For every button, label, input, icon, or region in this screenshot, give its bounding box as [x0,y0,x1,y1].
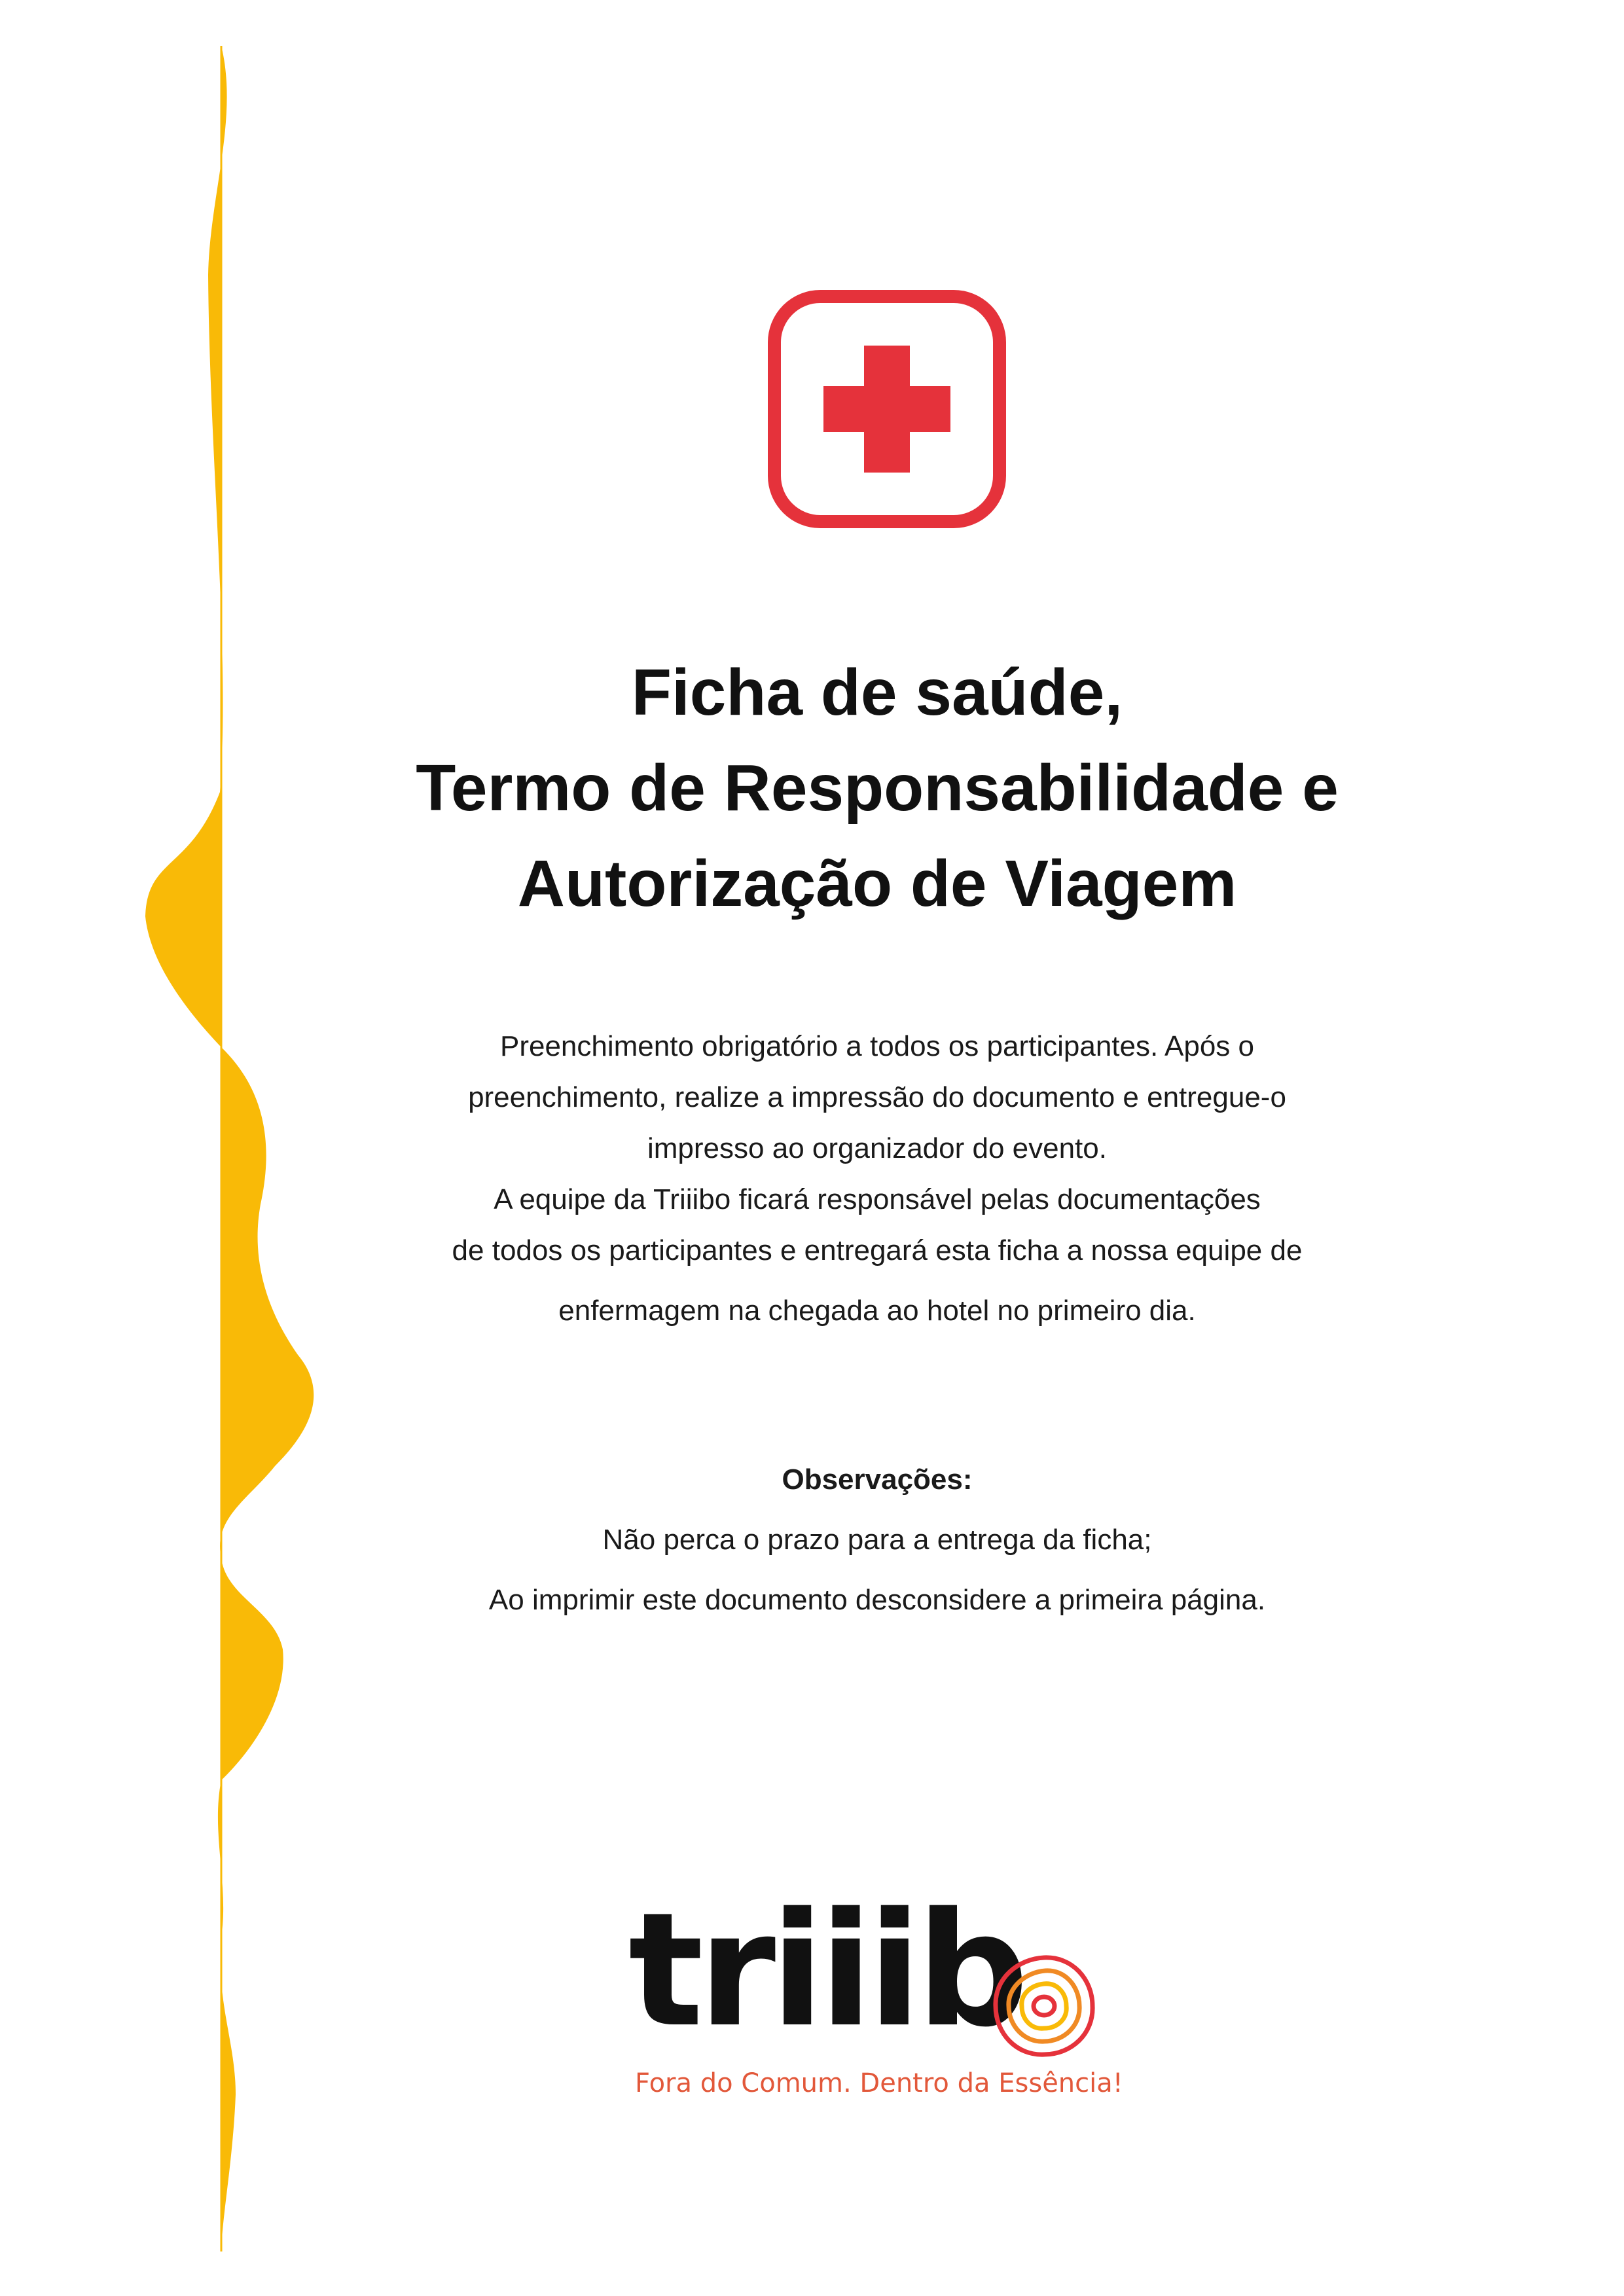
inner-ring [1022,1984,1066,2028]
title-line-3: Autorização de Viagem [517,847,1237,920]
observations-heading: Observações: [782,1463,973,1496]
triiibo-logo [628,1878,1126,2108]
intro-line: preenchimento, realize a impressão do documento e entregue-o [468,1081,1286,1113]
brand-wordmark: triiib [628,1878,1024,2062]
middle-ring [1009,1971,1079,2041]
core-ring [1034,1997,1055,2015]
intro-line: de todos os participantes e entregará esta ficha a nossa equipe de [452,1234,1303,1266]
intro-line: A equipe da Triiibo ficará responsável pelas documentações [494,1183,1261,1215]
intro-line: enfermagem na chegada ao hotel no primeiro dia. [558,1295,1196,1327]
wave-shape [145,46,314,2251]
yellow-wave-decoration [0,0,340,2296]
intro-line: impresso ao organizador do evento. [647,1132,1107,1164]
intro-line: Preenchimento obrigatório a todos os participantes. Após o [499,1030,1255,1062]
medical-cross-horizontal [823,386,950,432]
observation-item: Não perca o prazo para a entrega da ficha; [602,1524,1152,1556]
medical-cross-icon [766,288,1008,530]
observations-section [367,1450,1388,1630]
title-line-2: Termo de Responsabilidade e [416,751,1339,825]
concentric-rings-icon [992,1954,1096,2058]
document-title [288,645,1466,931]
instructions-paragraph [367,1021,1388,1336]
title-line-1: Ficha de saúde, [631,656,1123,729]
brand-tagline: Fora do Comum. Dentro da Essência! [635,2068,1123,2098]
observation-item: Ao imprimir este documento desconsidere a primeira página. [488,1584,1266,1616]
